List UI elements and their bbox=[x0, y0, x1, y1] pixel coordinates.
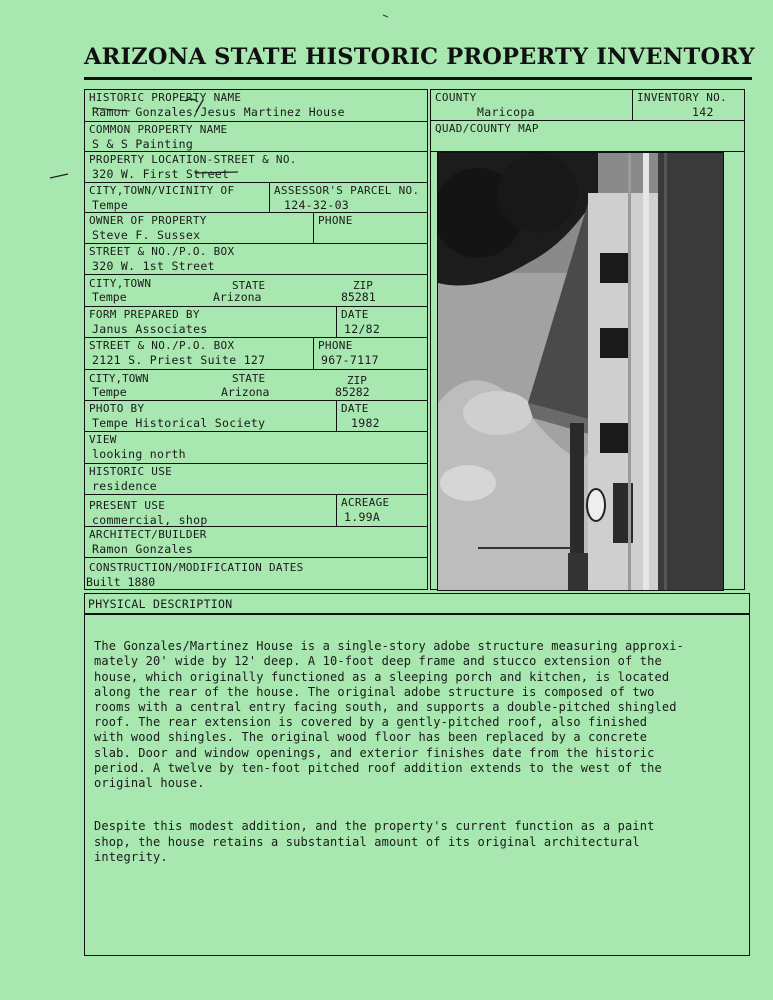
city-vicinity-cell bbox=[84, 182, 270, 213]
present-use-value: commercial, shop bbox=[92, 513, 208, 527]
owner-street-cell bbox=[84, 243, 428, 275]
acreage-cell bbox=[336, 494, 428, 527]
prep-state-label: STATE bbox=[232, 372, 266, 385]
photo-by-label: PHOTO BY bbox=[89, 402, 145, 415]
city-vicinity-label: CITY,TOWN/VICINITY OF bbox=[89, 184, 235, 197]
prepared-date-label: DATE bbox=[341, 308, 369, 321]
historic-use-cell bbox=[84, 463, 428, 495]
county-value: Maricopa bbox=[477, 105, 535, 119]
prep-phone-cell bbox=[313, 337, 428, 370]
prep-phone-label: PHONE bbox=[318, 339, 353, 352]
physical-description-box bbox=[84, 593, 750, 956]
present-use-cell bbox=[84, 494, 337, 527]
property-photo bbox=[437, 152, 724, 591]
prep-state-value: Arizona bbox=[221, 385, 270, 399]
historic-use-value: residence bbox=[92, 479, 158, 493]
historic-name-value: Ramon Gonzales/Jesus Martinez House bbox=[92, 105, 345, 119]
owner-zip-value: 85281 bbox=[341, 290, 376, 304]
location-value: 320 W. First Street bbox=[92, 167, 230, 181]
owner-phone-label: PHONE bbox=[318, 214, 353, 227]
owner-street-label: STREET & NO./P.O. BOX bbox=[89, 245, 235, 258]
parcel-no-label: ASSESSOR'S PARCEL NO. bbox=[274, 184, 420, 197]
prep-city-cell bbox=[84, 369, 428, 401]
construction-label: CONSTRUCTION/MODIFICATION DATES bbox=[89, 561, 304, 574]
prepared-date-cell bbox=[336, 306, 428, 338]
parcel-no-cell bbox=[269, 182, 428, 213]
physical-description-label: PHYSICAL DESCRIPTION bbox=[88, 597, 233, 611]
county-label: COUNTY bbox=[435, 91, 477, 104]
parcel-no-value: 124-32-03 bbox=[284, 198, 350, 212]
owner-phone-cell bbox=[313, 212, 428, 244]
common-name-value: S & S Painting bbox=[92, 137, 194, 151]
construction-cell bbox=[84, 557, 428, 590]
prepared-by-cell bbox=[84, 306, 337, 338]
photo-date-cell bbox=[336, 400, 428, 432]
inventory-no-label: INVENTORY NO. bbox=[637, 91, 727, 104]
physical-description-rule bbox=[85, 613, 749, 615]
owner-cell bbox=[84, 212, 314, 244]
prep-street-cell bbox=[84, 337, 314, 370]
view-cell bbox=[84, 431, 428, 464]
architect-value: Ramon Gonzales bbox=[92, 542, 194, 556]
title-rule bbox=[84, 77, 752, 80]
prepared-by-label: FORM PREPARED BY bbox=[89, 308, 200, 321]
photo-date-value: 1982 bbox=[351, 416, 380, 430]
historic-name-label: HISTORIC PROPERTY NAME bbox=[89, 91, 242, 104]
view-label: VIEW bbox=[89, 433, 117, 446]
photo-by-cell bbox=[84, 400, 337, 432]
quad-map-label: QUAD/COUNTY MAP bbox=[435, 122, 539, 135]
owner-state-value: Arizona bbox=[213, 290, 262, 304]
location-label: PROPERTY LOCATION-STREET & NO. bbox=[89, 153, 297, 166]
prepared-date-value: 12/82 bbox=[344, 322, 381, 336]
view-value: looking north bbox=[92, 447, 186, 461]
description-paragraph: Despite this modest addition, and the property's current function as a paint shop, the house retains a substantial amount of its original architectural integrity. bbox=[94, 819, 655, 864]
historic-use-label: HISTORIC USE bbox=[89, 465, 173, 478]
present-use-label: PRESENT USE bbox=[89, 499, 166, 512]
physical-description-text bbox=[94, 624, 734, 893]
common-name-cell bbox=[84, 121, 428, 152]
construction-value: Built 1880 bbox=[86, 575, 156, 589]
page-title: ARIZONA STATE HISTORIC PROPERTY INVENTORY bbox=[84, 44, 755, 70]
inventory-no-value: 142 bbox=[692, 105, 714, 119]
city-vicinity-value: Tempe bbox=[92, 198, 129, 212]
architect-cell bbox=[84, 526, 428, 558]
prep-zip-value: 85282 bbox=[335, 385, 370, 399]
county-cell bbox=[430, 89, 633, 121]
inventory-no-cell bbox=[632, 89, 745, 121]
owner-label: OWNER OF PROPERTY bbox=[89, 214, 207, 227]
acreage-value: 1.99A bbox=[344, 510, 381, 524]
prep-city-label: CITY,TOWN bbox=[89, 372, 149, 385]
prep-phone-value: 967-7117 bbox=[321, 353, 379, 367]
location-cell bbox=[84, 151, 428, 183]
prep-street-value: 2121 S. Priest Suite 127 bbox=[92, 353, 266, 367]
prep-zip-label: ZIP bbox=[347, 374, 367, 387]
owner-city-label: CITY,TOWN bbox=[89, 277, 152, 290]
description-paragraph: The Gonzales/Martinez House is a single-story adobe structure measuring approxi- mately 20' wide by 12' deep. A 10-foot deep frame and stucco extension of the house, which originally functioned as a sleeping porch and kitchen, is located along the rear of the house. The original adobe structure is composed of two rooms with a central entry facing south, and supports a double-pitched shingled roof. The rear extension is covered by a gently-pitched roof, also finished with wood shingles. The original wood floor has been replaced by a concrete slab. Door and window openings, and exterior finishes date from the historic period. A twelve by ten-foot pitched roof addition extends to the west of the original house. bbox=[94, 639, 684, 791]
common-name-label: COMMON PROPERTY NAME bbox=[89, 123, 228, 136]
prep-street-label: STREET & NO./P.O. BOX bbox=[89, 339, 235, 352]
owner-street-value: 320 W. 1st Street bbox=[92, 259, 215, 273]
historic-name-cell bbox=[84, 89, 428, 122]
acreage-label: ACREAGE bbox=[341, 496, 390, 509]
owner-city-value: Tempe bbox=[92, 290, 127, 304]
quad-map-cell bbox=[430, 120, 745, 152]
prepared-by-value: Janus Associates bbox=[92, 322, 208, 336]
house-photo-image bbox=[438, 153, 723, 590]
owner-zip-label: ZIP bbox=[353, 279, 373, 292]
photo-date-label: DATE bbox=[341, 402, 369, 415]
photo-by-value: Tempe Historical Society bbox=[92, 416, 266, 430]
owner-state-label: STATE bbox=[232, 279, 266, 292]
owner-city-cell bbox=[84, 274, 428, 307]
prep-city-value: Tempe bbox=[92, 385, 127, 399]
architect-label: ARCHITECT/BUILDER bbox=[89, 528, 207, 541]
owner-value: Steve F. Sussex bbox=[92, 228, 201, 242]
